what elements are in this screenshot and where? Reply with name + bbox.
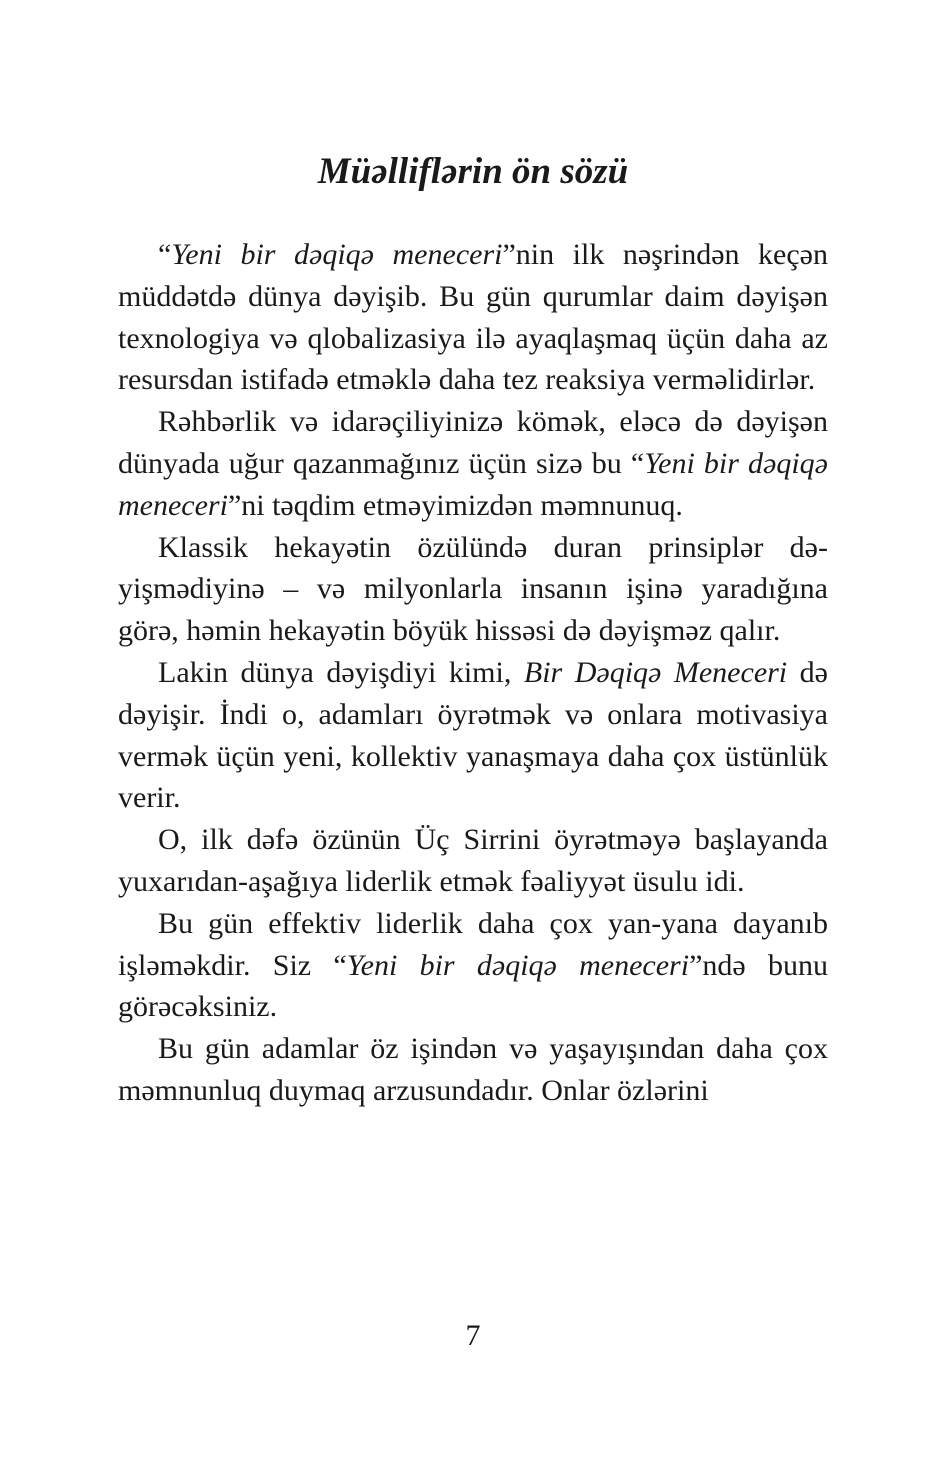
italic-text-run: Yeni bir dəqiqə meneceri — [118, 446, 828, 522]
text-run: Rəhbərlik və idarəçiliyinizə kömək, eləcə də dəyişən dünyada uğur qazanmağınız üçün sizə bu “ — [118, 405, 828, 480]
paragraph — [118, 652, 828, 819]
page-number: 7 — [465, 1319, 481, 1352]
text-run: “ — [158, 238, 172, 271]
chapter-title: Müəlliflərin ön sözü — [317, 151, 629, 192]
text-run: Bu gün adamlar öz işindən və yaşayışından daha çox məmnunluq duymaq arzusundadır. Onlar özlərini — [118, 1032, 828, 1107]
italic-text-run: Yeni bir dəqiqə meneceri — [346, 948, 690, 982]
book-page — [118, 0, 828, 1457]
paragraph — [118, 234, 828, 401]
body-text — [118, 234, 828, 1112]
text-run: ”nin ilk nəşrindən keçən müddətdə dünya dəyişib. Bu gün qurumlar daim dəyişən texnologiya və qlobalizasiya ilə ayaqlaşmaq üçün daha az resursdan istifadə etməklə daha tez reaksiya verməlidirlər. — [118, 238, 828, 397]
text-run: Bu gün effektiv liderlik daha çox yan-yana dayanıb işləməkdir. Siz “ — [118, 906, 828, 982]
text-run: O, ilk dəfə özünün Üç Sirrini öyrətməyə başlayanda yuxarıdan-aşağıya liderlik etmək fəaliyyət üsulu idi. — [118, 823, 828, 898]
text-run: də dəyişir. İndi o, adamları öyrətmək və onlara motivasiya vermək üçün yeni, kollektiv yanaşmaya daha çox üstünlük verir. — [118, 655, 828, 815]
paragraph — [118, 903, 828, 1028]
paragraph — [118, 1028, 828, 1112]
paragraph — [118, 819, 828, 903]
paragraph — [118, 527, 828, 652]
text-run: Lakin dünya dəyişdiyi kimi, — [158, 655, 524, 689]
text-run: ”ni təqdim etməyimizdən məmnunuq. — [227, 488, 683, 522]
text-run: Klassik hekayətin özülündə duran prinsiplər dəyişmədiyinə – və milyonlarla insanın işinə yaradığına görə, həmin hekayətin böyük hissəsi də dəyişməz qalır. — [118, 530, 828, 648]
italic-text-run: Yeni bir dəqiqə meneceri — [171, 238, 503, 271]
paragraph — [118, 401, 828, 526]
text-run: ”ndə bunu görəcəksiniz. — [118, 948, 828, 1024]
italic-text-run: Bir Dəqiqə Meneceri — [523, 655, 788, 689]
